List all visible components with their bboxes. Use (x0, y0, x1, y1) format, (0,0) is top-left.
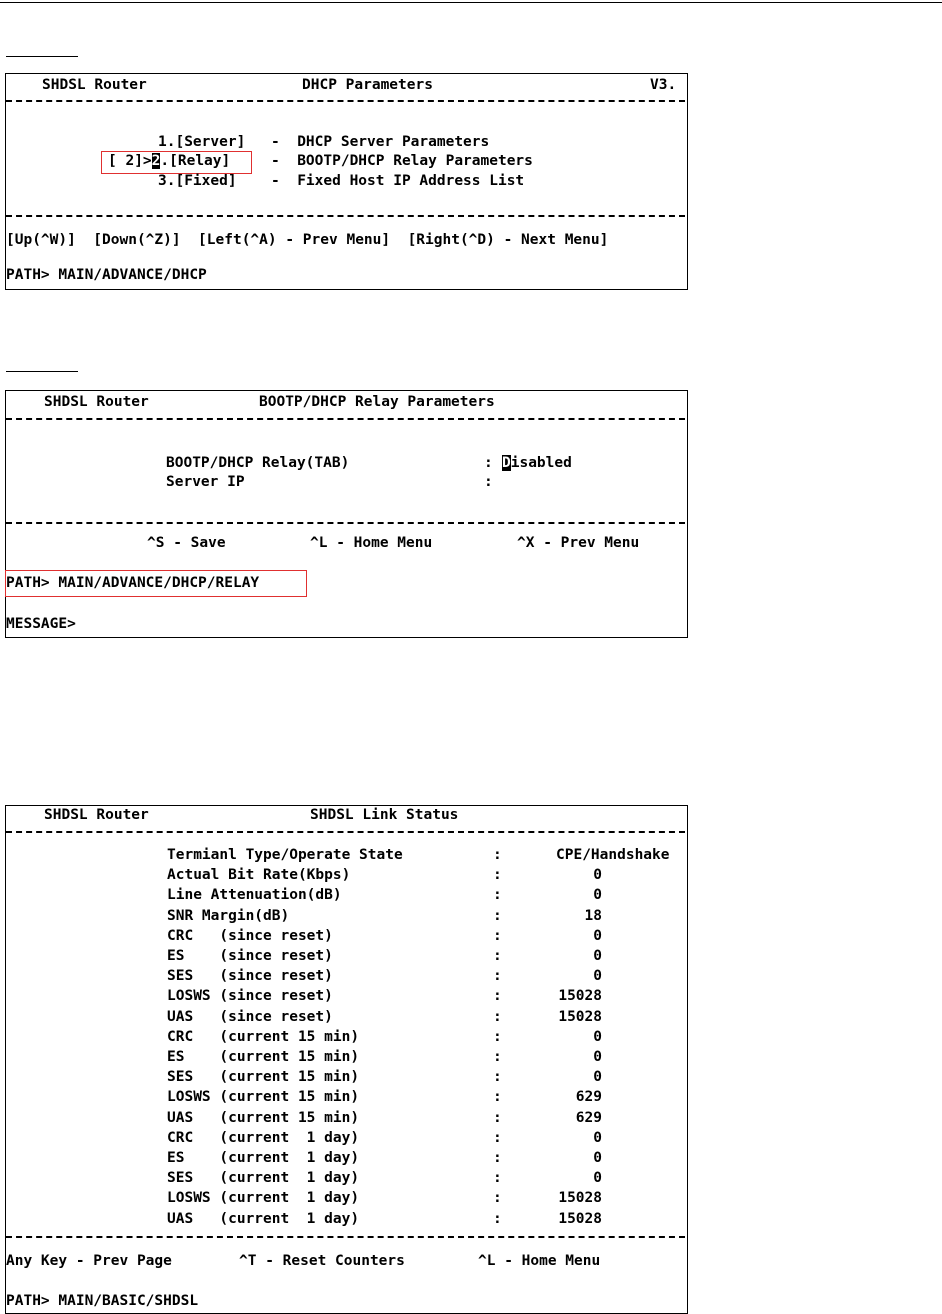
page-top-rule (0, 2, 942, 3)
divider-top (6, 418, 685, 420)
status-row-label: CRC (current 1 day) (167, 1129, 360, 1146)
status-row-label: UAS (current 15 min) (167, 1109, 360, 1126)
status-row-value: 0 (593, 927, 602, 944)
status-row-value: 15028 (558, 1008, 602, 1025)
status-row-label: Line Attenuation(dB) (167, 887, 342, 904)
status-row-value: 15028 (558, 1210, 602, 1227)
router-name: SHDSL Router (44, 807, 149, 823)
menu-item-relay-desc: - BOOTP/DHCP Relay Parameters (271, 153, 533, 169)
status-row-value: 15028 (558, 1190, 602, 1207)
text-cursor: D (502, 455, 511, 471)
status-row-colon: : (493, 968, 502, 985)
relay-field-value[interactable]: Disabled (502, 455, 572, 471)
status-row-colon: : (493, 867, 502, 884)
status-row-colon: : (493, 948, 502, 964)
status-row-value: 0 (593, 968, 602, 985)
status-row-value: 0 (593, 1150, 602, 1166)
status-row-label: ES (since reset) (167, 948, 333, 964)
status-row-colon: : (493, 1109, 502, 1126)
home-menu-shortcut[interactable]: ^L - Home Menu (478, 1253, 601, 1269)
status-row-value: 0 (593, 867, 602, 884)
router-name: SHDSL Router (44, 394, 149, 410)
status-row-label: Actual Bit Rate(Kbps) (167, 867, 351, 884)
status-row-colon: : (493, 1028, 502, 1045)
status-row-colon: : (493, 887, 502, 904)
status-row-colon: : (493, 907, 502, 924)
status-row-label: UAS (since reset) (167, 1008, 333, 1025)
terminal-dhcp-parameters (5, 73, 688, 290)
section-underline-1 (6, 56, 78, 57)
text-cursor: 2 (151, 153, 161, 169)
status-row-colon: : (493, 1170, 502, 1187)
status-row-label: CRC (since reset) (167, 927, 333, 944)
status-row-label: LOSWS (current 15 min) (167, 1089, 360, 1106)
menu-item-fixed-desc: - Fixed Host IP Address List (271, 173, 525, 189)
status-row-label: SES (current 1 day) (167, 1170, 360, 1187)
status-row-label: SES (current 15 min) (167, 1069, 360, 1086)
status-row-colon: : (493, 1190, 502, 1207)
status-row-colon: : (493, 927, 502, 944)
path-line: PATH> MAIN/ADVANCE/DHCP (6, 267, 207, 283)
status-row-label: UAS (current 1 day) (167, 1210, 360, 1227)
menu-item-relay[interactable]: [ 2]>2.[Relay] (108, 153, 231, 169)
section-underline-2 (6, 371, 78, 372)
screen-title: SHDSL Link Status (310, 807, 459, 823)
status-row-value: 629 (575, 1109, 602, 1126)
home-menu-shortcut[interactable]: ^L - Home Menu (310, 535, 433, 551)
status-row-label: ES (current 1 day) (167, 1150, 360, 1166)
server-ip-colon: : (484, 474, 493, 490)
prev-menu-shortcut[interactable]: ^X - Prev Menu (517, 535, 640, 551)
status-row-label: LOSWS (since reset) (167, 988, 333, 1005)
status-row-value: 0 (593, 887, 602, 904)
path-line: PATH> MAIN/BASIC/SHDSL (6, 1293, 199, 1309)
server-ip-label: Server IP (166, 474, 245, 490)
divider-bottom (6, 522, 685, 524)
screen-title: DHCP Parameters (302, 77, 433, 93)
divider-top (6, 831, 685, 833)
status-row-colon: : (493, 1049, 502, 1065)
status-row-value: 0 (593, 1129, 602, 1146)
status-row-colon: : (493, 1150, 502, 1166)
server-ip-field[interactable] (502, 473, 622, 491)
status-row-value: 0 (593, 948, 602, 964)
status-row-label: Termianl Type/Operate State (167, 847, 403, 863)
status-row-value: CPE/Handshake (556, 847, 670, 863)
screen-title: BOOTP/DHCP Relay Parameters (259, 394, 495, 410)
status-row-value: 15028 (558, 988, 602, 1005)
relay-field-colon: : (484, 455, 493, 471)
divider-bottom (6, 1236, 685, 1238)
divider-top (6, 100, 685, 102)
status-row-value: 629 (575, 1089, 602, 1106)
save-shortcut[interactable]: ^S - Save (147, 535, 226, 551)
terminal-relay-parameters (5, 390, 688, 638)
highlight-box-path (5, 570, 307, 597)
status-row-value: 18 (584, 907, 602, 924)
terminal-link-status (5, 805, 688, 1314)
menu-item-server-desc: - DHCP Server Parameters (271, 134, 490, 150)
status-row-colon: : (493, 847, 502, 863)
status-row-value: 0 (593, 1170, 602, 1187)
status-row-label: CRC (current 15 min) (167, 1028, 360, 1045)
status-row-value: 0 (593, 1028, 602, 1045)
status-row-colon: : (493, 1129, 502, 1146)
status-row-label: SNR Margin(dB) (167, 907, 290, 924)
version-label: V3. (650, 77, 677, 93)
status-row-colon: : (493, 1210, 502, 1227)
reset-counters-shortcut[interactable]: ^T - Reset Counters (239, 1253, 405, 1269)
path-line: PATH> MAIN/ADVANCE/DHCP/RELAY (6, 575, 260, 591)
status-row-colon: : (493, 1069, 502, 1086)
prev-page-shortcut[interactable]: Any Key - Prev Page (6, 1253, 172, 1269)
status-row-label: ES (current 15 min) (167, 1049, 360, 1065)
status-row-label: SES (since reset) (167, 968, 333, 985)
menu-item-server[interactable]: 1.[Server] (158, 134, 246, 150)
status-row-value: 0 (593, 1049, 602, 1065)
status-row-colon: : (493, 1008, 502, 1025)
message-line: MESSAGE> (6, 616, 76, 632)
status-row-value: 0 (593, 1069, 602, 1086)
menu-item-fixed[interactable]: 3.[Fixed] (158, 173, 237, 189)
status-row-colon: : (493, 988, 502, 1005)
divider-bottom (6, 215, 685, 217)
selection-indicator: [ 2]> (108, 153, 152, 169)
status-row-colon: : (493, 1089, 502, 1106)
navigation-help: [Up(^W)] [Down(^Z)] [Left(^A) - Prev Menu] [Right(^D) - Next Menu] (6, 232, 609, 248)
highlight-box-relay (101, 151, 252, 174)
router-name: SHDSL Router (42, 77, 147, 93)
status-row-label: LOSWS (current 1 day) (167, 1190, 360, 1207)
relay-field-label: BOOTP/DHCP Relay(TAB) (166, 455, 350, 471)
